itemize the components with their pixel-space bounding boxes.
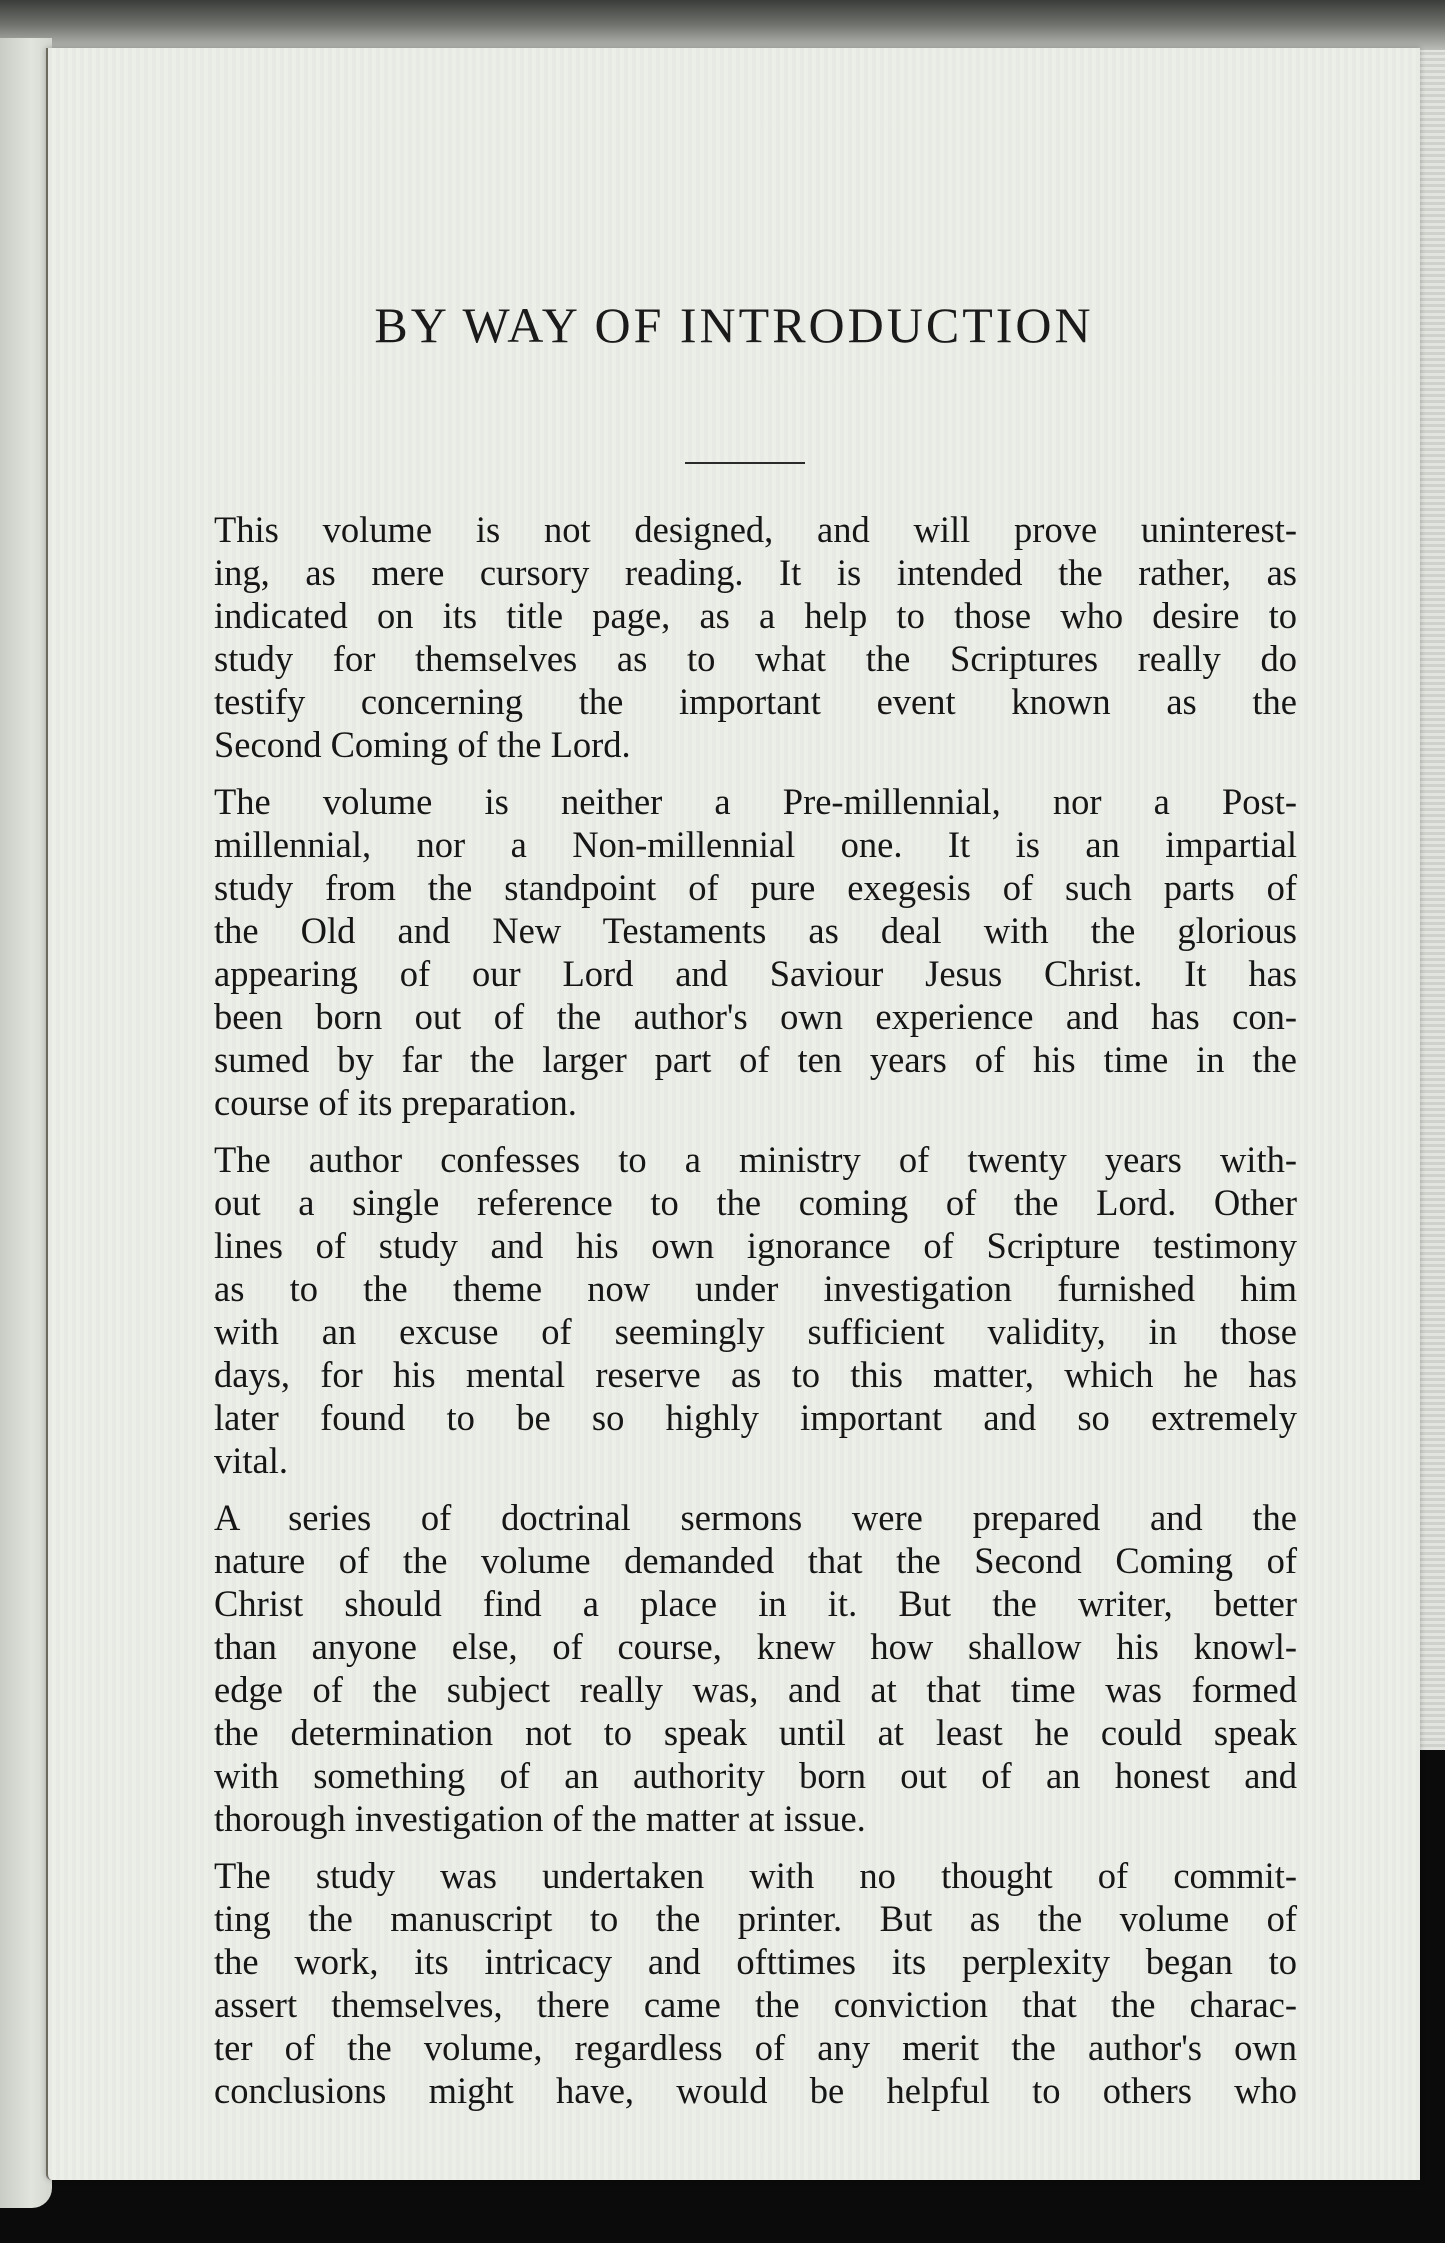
- text-line: conclusions might have, would be helpful to others who: [214, 2070, 1297, 2111]
- text-line: millennial, nor a Non-millennial one. It is an impartial: [214, 824, 1297, 865]
- text-line: testify concerning the important event known as the: [214, 681, 1297, 722]
- paragraph: [172, 1854, 1297, 2112]
- paragraph: [172, 1138, 1297, 1482]
- text-line: A series of doctrinal sermons were prepared and the: [214, 1497, 1297, 1538]
- text-line: vital.: [214, 1440, 288, 1481]
- text-line: with an excuse of seemingly sufficient validity, in those: [214, 1311, 1297, 1352]
- text-line: appearing of our Lord and Saviour Jesus Christ. It has: [214, 953, 1297, 994]
- text-line: Second Coming of the Lord.: [214, 724, 631, 765]
- paragraph: [172, 1496, 1297, 1840]
- text-line: the determination not to speak until at least he could speak: [214, 1712, 1297, 1753]
- text-line: later found to be so highly important and so extremely: [214, 1397, 1297, 1438]
- text-line: edge of the subject really was, and at that time was formed: [214, 1669, 1297, 1710]
- paragraph: [172, 508, 1297, 766]
- text-line: study for themselves as to what the Scriptures really do: [214, 638, 1297, 679]
- text-line: the Old and New Testaments as deal with the glorious: [214, 910, 1297, 951]
- text-line: days, for his mental reserve as to this matter, which he has: [214, 1354, 1297, 1395]
- text-line: lines of study and his own ignorance of Scripture testimony: [214, 1225, 1297, 1266]
- text-line: indicated on its title page, as a help to those who desire to: [214, 595, 1297, 636]
- text-line: ing, as mere cursory reading. It is intended the rather, as: [214, 552, 1297, 593]
- text-line: The study was undertaken with no thought of commit-: [214, 1855, 1297, 1896]
- heading-divider: [685, 462, 805, 464]
- text-line: sumed by far the larger part of ten years of his time in the: [214, 1039, 1297, 1080]
- text-line: course of its preparation.: [214, 1082, 577, 1123]
- paragraph: [172, 780, 1297, 1124]
- text-line: ter of the volume, regardless of any merit the author's own: [214, 2027, 1297, 2068]
- text-line: ting the manuscript to the printer. But as the volume of: [214, 1898, 1297, 1939]
- text-line: as to the theme now under investigation furnished him: [214, 1268, 1297, 1309]
- text-line: The volume is neither a Pre-millennial, nor a Post-: [214, 781, 1297, 822]
- previous-page-edge: [0, 38, 52, 2208]
- text-line: Christ should find a place in it. But the writer, better: [214, 1583, 1297, 1624]
- text-line: nature of the volume demanded that the Second Coming of: [214, 1540, 1297, 1581]
- text-line: This volume is not designed, and will prove uninterest-: [214, 509, 1297, 550]
- body-text: [172, 508, 1297, 2126]
- text-line: study from the standpoint of pure exegesis of such parts of: [214, 867, 1297, 908]
- text-line: with something of an authority born out of an honest and: [214, 1755, 1297, 1796]
- text-line: thorough investigation of the matter at issue.: [214, 1798, 866, 1839]
- text-line: been born out of the author's own experience and has con-: [214, 996, 1297, 1037]
- text-line: the work, its intricacy and ofttimes its perplexity began to: [214, 1941, 1297, 1982]
- book-page: [46, 48, 1420, 2180]
- text-line: The author confesses to a ministry of twenty years with-: [214, 1139, 1297, 1180]
- text-line: out a single reference to the coming of the Lord. Other: [214, 1182, 1297, 1223]
- text-line: assert themselves, there came the conviction that the charac-: [214, 1984, 1297, 2025]
- text-line: than anyone else, of course, knew how shallow his knowl-: [214, 1626, 1297, 1667]
- page-heading: BY WAY OF INTRODUCTION: [374, 297, 1094, 353]
